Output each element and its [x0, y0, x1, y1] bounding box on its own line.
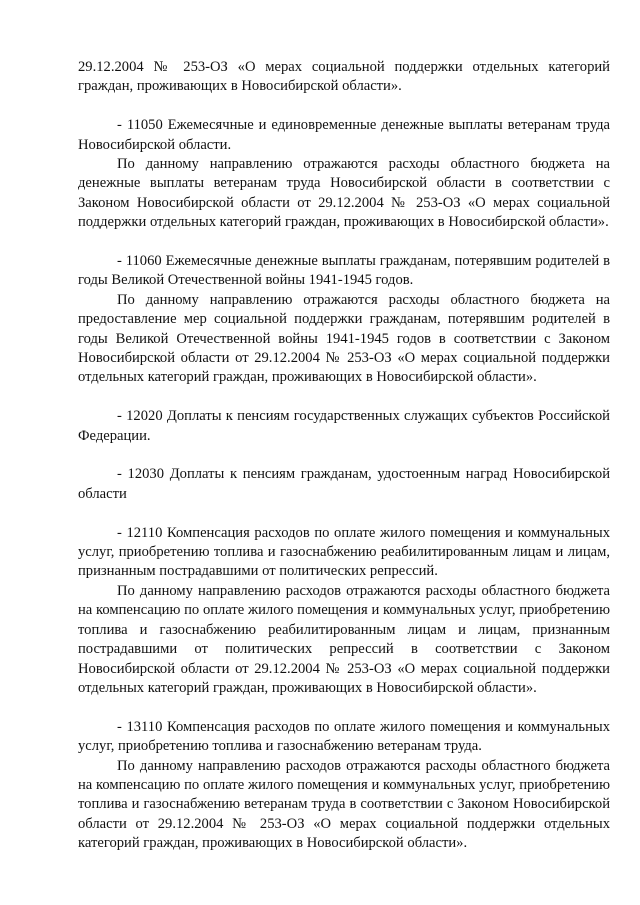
paragraph-item-12020: - 12020 Доплаты к пенсиям государственных служащих субъектов Российской Федерации. — [78, 408, 610, 444]
paragraph-item-12030: - 12030 Доплаты к пенсиям гражданам, удостоенным наград Новосибирской области — [78, 466, 610, 502]
paragraph-item-12110-description: По данному направлению расходов отражаются расходы областного бюджета на компенсацию по оплате жилого помещения и коммунальных услуг, приобретению топлива и газоснабжению реабилитированным лицам и лицам, признанным пострадавшими от политических репрессий в соответствии с Законом Новосибирской области от 29.12.2004 № 253-ОЗ «О мерах социальной поддержки отдельных категорий граждан, проживающих в Новосибирской области». — [78, 582, 610, 696]
paragraph-item-11050-description: По данному направлению отражаются расходы областного бюджета на денежные выплаты ветеранам труда Новосибирской области в соответствии с Законом Новосибирской области от 29.12.2004 № 253-ОЗ «О мерах социальной поддержки отдельных категорий граждан, проживающих в Новосибирской области». — [78, 156, 610, 231]
paragraph-law-reference-continuation: 29.12.2004 № 253-ОЗ «О мерах социальной поддержки отдельных категорий граждан, проживающих в Новосибирской области». — [78, 59, 610, 95]
paragraph-item-13110: - 13110 Компенсация расходов по оплате жилого помещения и коммунальных услуг, приобретению топлива и газоснабжению ветеранам труда. — [78, 718, 610, 755]
paragraph-item-11050: - 11050 Ежемесячные и единовременные денежные выплаты ветеранам труда Новосибирской области. — [78, 117, 610, 153]
paragraph-item-13110-description: По данному направлению расходов отражаются расходы областного бюджета на компенсацию по оплате жилого помещения и коммунальных услуг, приобретению топлива и газоснабжению ветеранам труда в соответствии с Законом Новосибирской области от 29.12.2004 № 253-ОЗ «О мерах социальной поддержки отдельных категорий граждан, проживающих в Новосибирской области». — [78, 757, 610, 852]
document-page — [78, 58, 610, 854]
paragraph-item-11060-description: По данному направлению отражаются расходы областного бюджета на предоставление мер социальной поддержки гражданам, потерявшим родителей в годы Великой Отечественной войны 1941-1945 годов в соответствии с Законом Новосибирской области от 29.12.2004 № 253-ОЗ «О мерах социальной поддержки отдельных категорий граждан, проживающих в Новосибирской области». — [78, 291, 610, 386]
paragraph-item-12110: - 12110 Компенсация расходов по оплате жилого помещения и коммунальных услуг, приобретению топлива и газоснабжению реабилитированным лицам и лицам, признанным пострадавшими от политических репрессий. — [78, 524, 610, 580]
paragraph-item-11060: - 11060 Ежемесячные денежные выплаты гражданам, потерявшим родителей в годы Великой Отечественной войны 1941-1945 годов. — [78, 253, 610, 289]
